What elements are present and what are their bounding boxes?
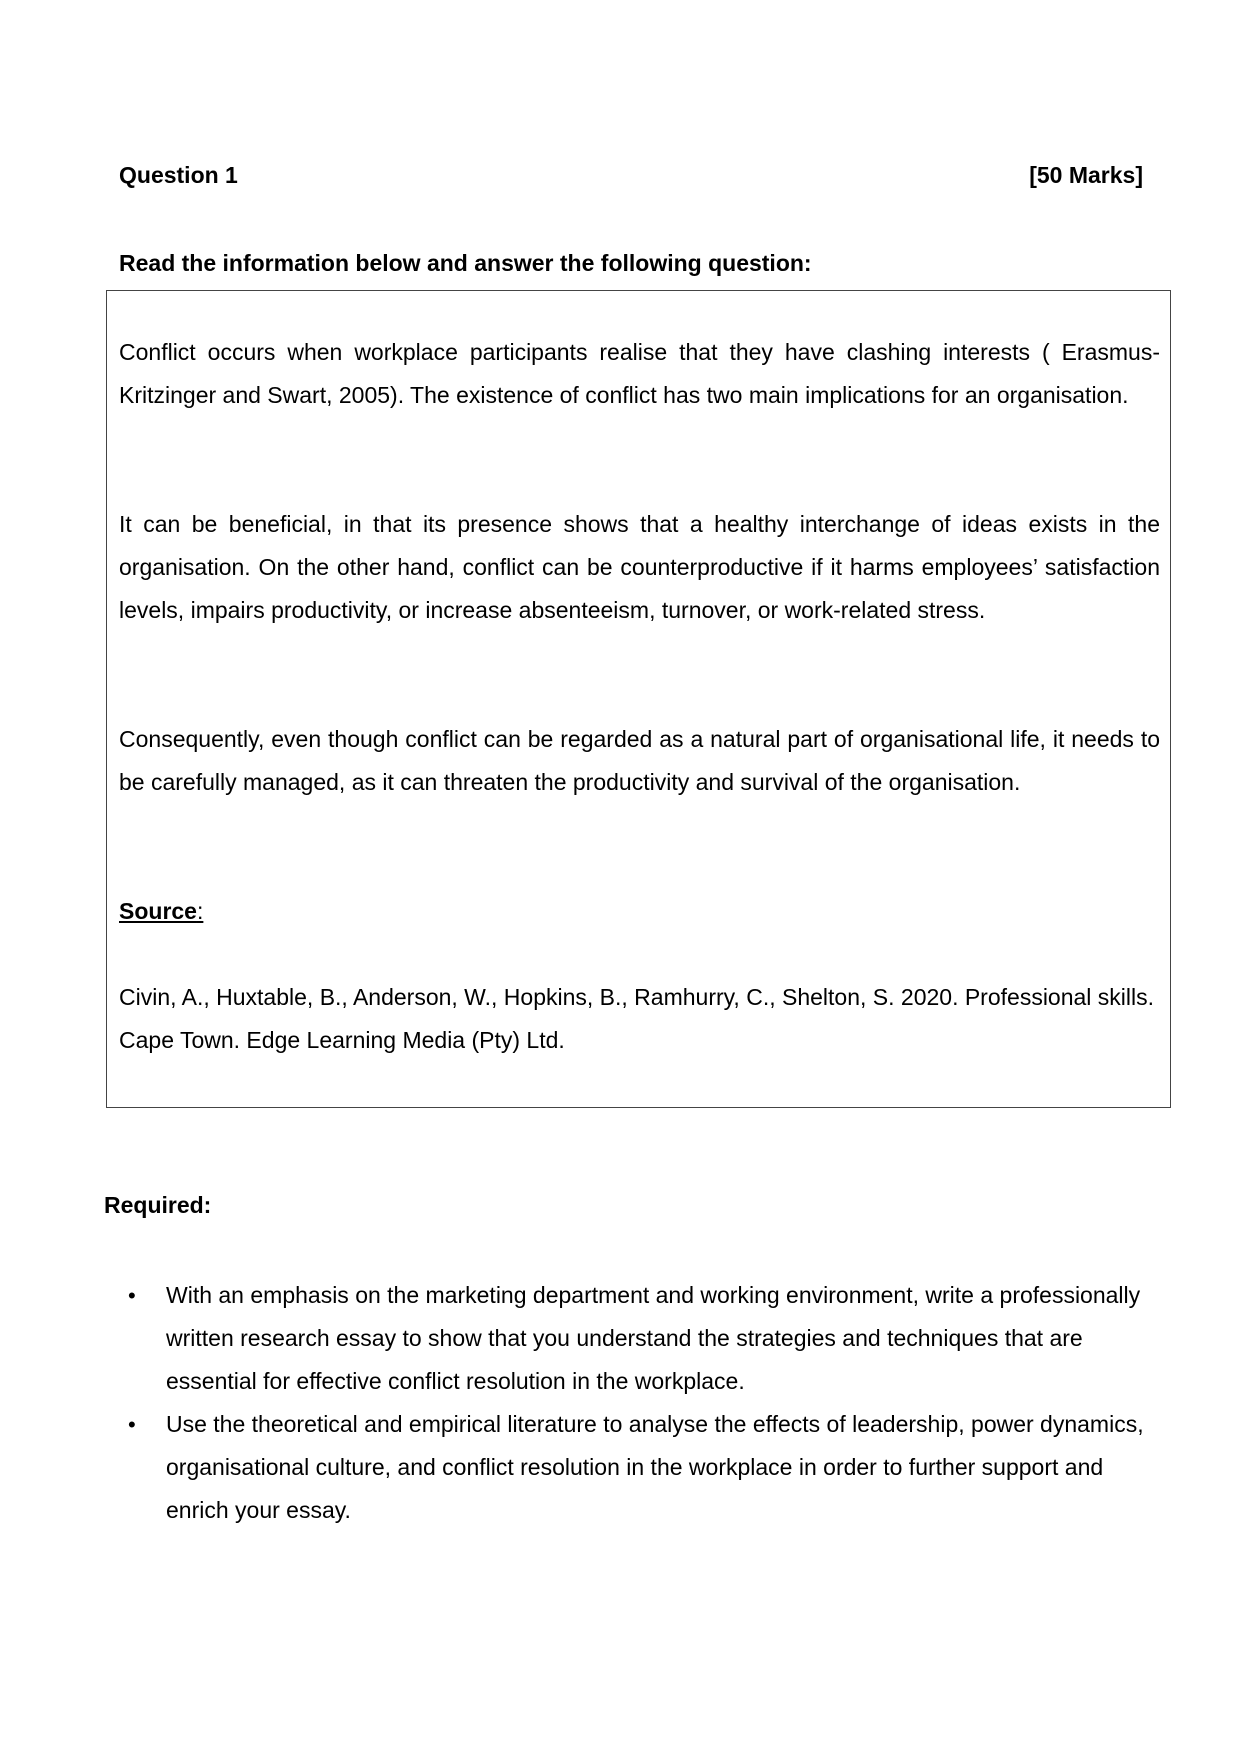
source-citation: Civin, A., Huxtable, B., Anderson, W., Hopkins, B., Ramhurry, C., Shelton, S. 2020. Professional skills. Cape Town. Edge Learning Media (Pty) Ltd.: [119, 984, 1155, 1053]
source-label-text: Source: [119, 898, 197, 924]
info-paragraph-2: It can be beneficial, in that its presence shows that a healthy interchange of ideas exists in the organisation. On the other hand, conflict can be counterproductive if it harms employees’ satisfaction levels, impairs productivity, or increase absenteeism, turnover, or work-related stress.: [119, 511, 1160, 623]
question-instruction: Read the information below and answer the following question:: [119, 250, 812, 276]
bullet-icon: •: [128, 1283, 136, 1308]
question-title: Question 1: [119, 162, 238, 188]
information-box: [106, 290, 1171, 1108]
required-list: [128, 1274, 1166, 1532]
question-marks: [50 Marks]: [1029, 162, 1143, 188]
bullet-icon: •: [128, 1412, 136, 1437]
required-heading: Required:: [104, 1192, 212, 1218]
required-item-1: [128, 1274, 1166, 1403]
question-header: [119, 158, 1143, 192]
source-label-colon: :: [196, 898, 204, 924]
info-paragraph-3: Consequently, even though conflict can be regarded as a natural part of organisational life, it needs to be carefully managed, as it can threaten the productivity and survival of the organisation.: [119, 726, 1160, 795]
source-label: [119, 890, 203, 933]
required-item-text: Use the theoretical and empirical literature to analyse the effects of leadership, power dynamics, organisational culture, and conflict resolution in the workplace in order to further support and enrich your essay.: [166, 1411, 1144, 1523]
info-paragraph-1: Conflict occurs when workplace participants realise that they have clashing interests ( Erasmus-Kritzinger and Swart, 2005). The existence of conflict has two main implications for an organisation.: [119, 339, 1160, 408]
required-item-text: With an emphasis on the marketing department and working environment, write a professionally written research essay to show that you understand the strategies and techniques that are essential for effective conflict resolution in the workplace.: [166, 1282, 1141, 1394]
required-item-2: [128, 1403, 1166, 1532]
